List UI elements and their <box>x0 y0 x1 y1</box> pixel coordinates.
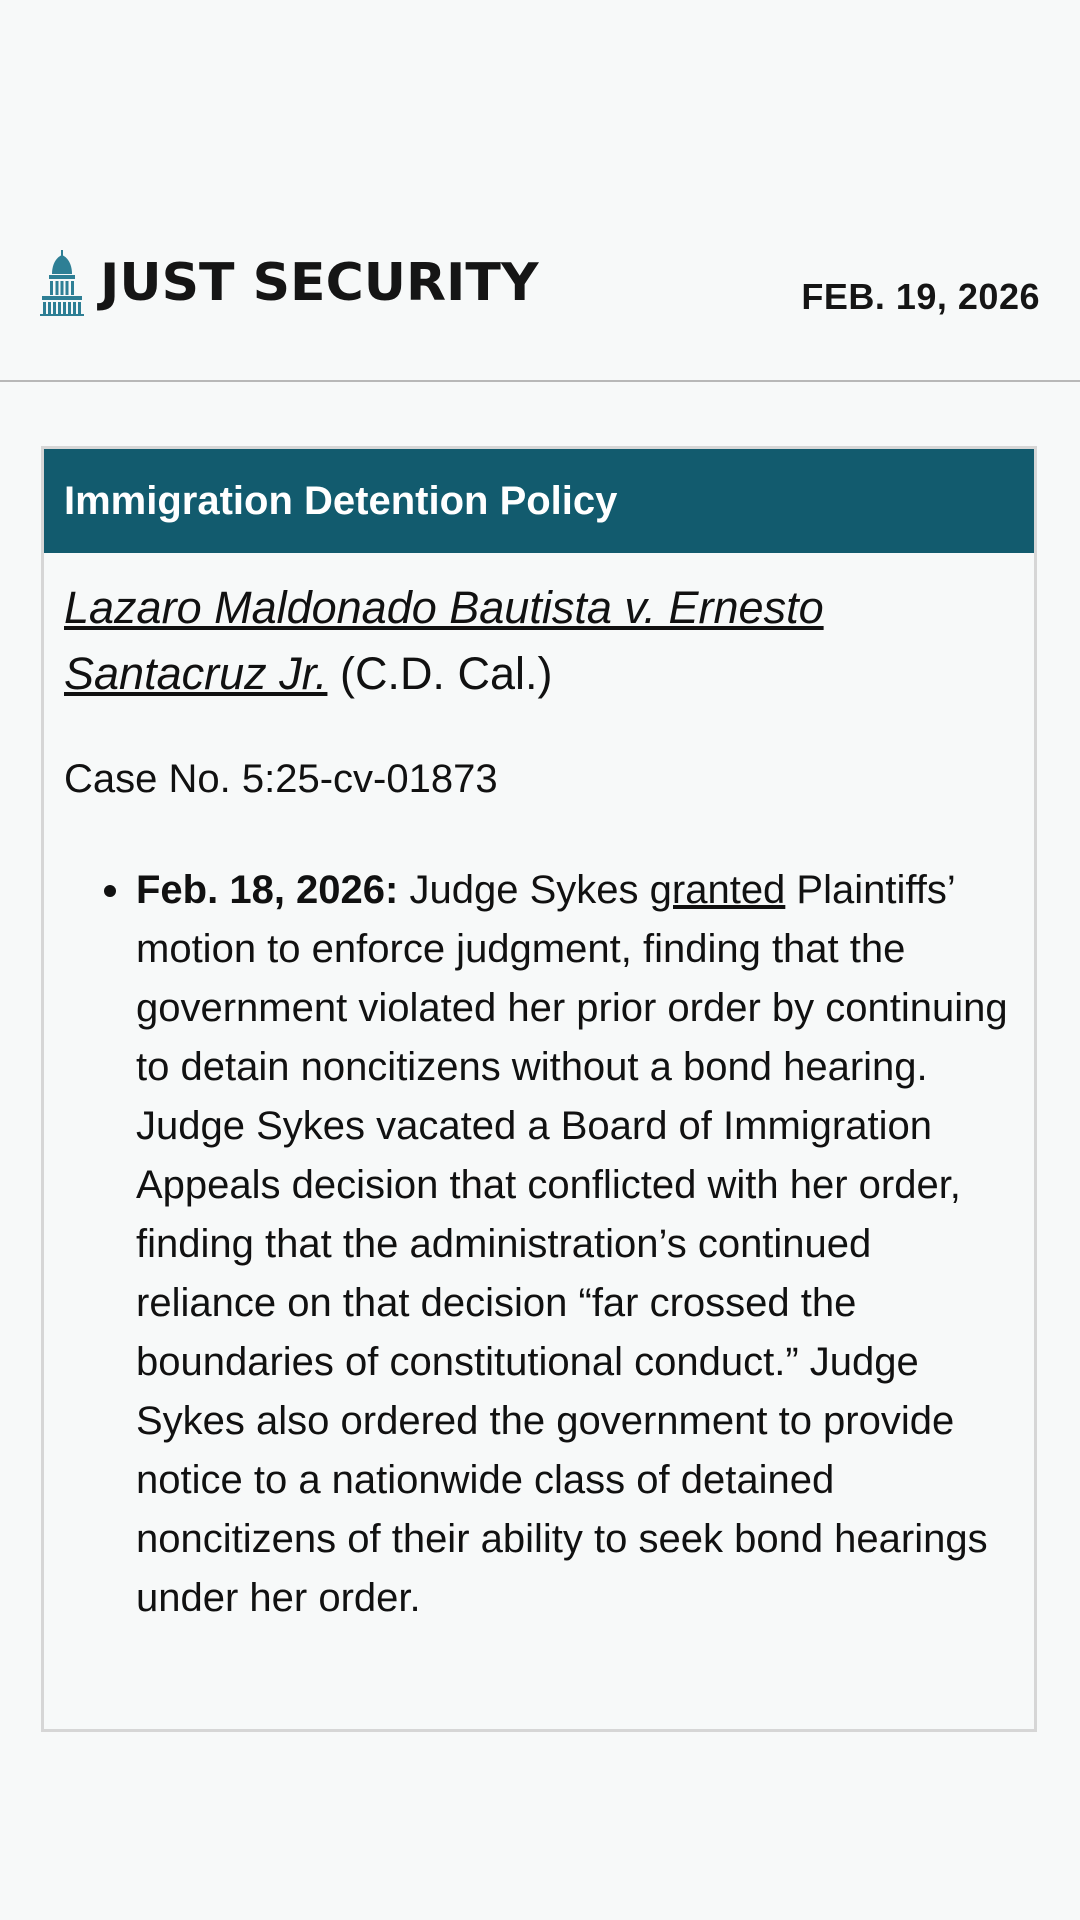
capitol-dome-icon <box>40 250 84 316</box>
logo-text: JUST SECURITY <box>100 253 539 313</box>
case-card <box>41 446 1037 1732</box>
bullet-icon <box>104 885 116 897</box>
site-logo[interactable] <box>40 250 538 316</box>
entry-text-after: Plaintiffs’ motion to enforce judgment, finding that the government violated her prior order by continuing to detain noncitizens without a bond hearing. Judge Sykes vacated a Board of Immigration Appeals decision that conflicted with her order, finding that the administration’s continued reliance on that decision “far crossed the boundaries of constitutional conduct.” Judge Sykes also ordered the government to provide notice to a nationwide class of detained noncitizens of their ability to seek bond hearings under her order. <box>136 868 1008 1620</box>
case-entries-list <box>64 861 1014 1628</box>
granted-link[interactable]: granted <box>649 868 786 912</box>
case-number: Case No. 5:25-cv-01873 <box>64 757 498 801</box>
list-item <box>64 861 1014 1628</box>
card-category-title: Immigration Detention Policy <box>44 449 1034 553</box>
site-header <box>0 240 1080 382</box>
court-label: (C.D. Cal.) <box>339 648 553 699</box>
publish-date: FEB. 19, 2026 <box>801 276 1040 317</box>
case-title <box>64 575 1014 707</box>
entry-date: Feb. 18, 2026: <box>136 868 399 912</box>
case-title-link[interactable]: Lazaro Maldonado Bautista v. Ernesto Santacruz Jr. <box>64 582 824 699</box>
entry-text-before: Judge Sykes <box>409 868 650 912</box>
